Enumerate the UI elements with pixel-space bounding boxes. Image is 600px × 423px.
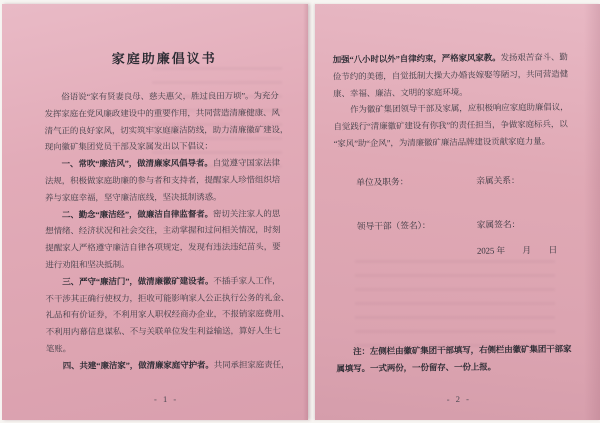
ink-bleed-through [355, 249, 555, 354]
text-line-segment: 礼品和有价证券，不利用家人职权经商办企业，不报销家庭费用、 [45, 308, 290, 320]
text-line [45, 155, 285, 173]
text-line [45, 205, 285, 223]
text-line-segment: 康、幸福、廉洁、文明的家庭环境。 [333, 86, 468, 99]
text-line-segment: 发挥家庭在党风廉政建设中的重要作用，共同营造清廉健康、风 [44, 107, 280, 119]
page-number-1: - 1 - [153, 393, 179, 405]
page-2-text-column [332, 3, 576, 405]
page-1-text-column [44, 3, 290, 405]
text-line-segment: 清气正的良好家风，切实筑牢家庭廉洁防线，助力清廉徽矿建设， [44, 123, 289, 136]
form-row-date [335, 242, 579, 259]
text-line-segment: 共同承担家庭责任， [213, 359, 290, 370]
date-line: 2025 年 月 日 [476, 244, 558, 256]
page-2-note [336, 340, 580, 377]
text-line-segment: 作为徽矿集团领导干部及家属，应积极响应家庭助廉倡议， [333, 102, 569, 115]
text-line [45, 239, 285, 257]
text-line [333, 65, 577, 85]
text-line-segment: 密切关注家人的思 [212, 207, 281, 219]
text-line-segment: 提醒家人严格遵守廉洁自律各项规定，发现有违法违纪苗头，要 [45, 241, 281, 253]
text-line-segment: 养与家庭幸福，坚守廉洁底线，坚决抵制诱惑。 [44, 191, 222, 203]
text-line-segment: 想情绪、经济状况和社会交往，主动掌握和过问相关情况，时刻 [45, 224, 281, 237]
text-line-bold-segment: 一、常吹“廉洁风”，做清廉家风倡导者。 [44, 157, 213, 169]
leader-signature-label: 领导干部（签名）： [356, 220, 431, 232]
text-line-segment: 不干涉其正确行使权力，拒收可能影响家人公正执行公务的礼金、 [45, 291, 290, 304]
page-2-body [333, 49, 578, 153]
note-line: 属填写。一式两份，一份留存、一份上报。 [336, 361, 497, 374]
text-line [45, 356, 290, 374]
unit-position-label: 单位及职务： [356, 176, 409, 188]
text-line [46, 323, 286, 341]
text-line [45, 289, 290, 307]
text-line [45, 171, 285, 189]
text-line [44, 121, 289, 139]
note-line: 注：左侧栏由徽矿集团干部填写，右侧栏由徽矿集团干部家 [336, 343, 572, 357]
text-line-segment: 不利用内幕信息谋私、不与关联单位发生利益输送，算好人生七 [45, 325, 281, 337]
text-line-segment: 发扬艰苦奋斗、勤 [500, 51, 568, 63]
text-line [45, 104, 285, 122]
document-title: 家庭助廉倡议书 [111, 50, 217, 67]
text-line [45, 272, 285, 290]
relation-label: 亲属关系： [476, 175, 520, 186]
text-line-bold-segment: 二、勤念“廉洁经”，做廉洁自律监督者。 [45, 208, 214, 220]
text-line-segment: 自觉践行“清廉徽矿建设有你我”的责任担当，争做家庭标兵，以 [333, 118, 568, 132]
text-line-segment: 笔账。 [45, 343, 72, 354]
text-line [45, 188, 285, 206]
form-row-unit [334, 172, 578, 189]
form-row-signature [335, 216, 579, 233]
page-1-body [44, 87, 290, 374]
text-line-bold-segment: 三、严守“廉洁门”，做清廉徽矿建设者。 [45, 275, 214, 287]
text-line-segment: 不插手家人工作， [213, 275, 281, 286]
text-line-segment: 自觉遵守国家法律 [212, 157, 280, 168]
text-line-segment: 俗语说“家有贤妻良母、慈夫惠父，胜过良田万顷”。为充分 [44, 90, 279, 102]
page-number-2: - 2 - [446, 393, 471, 405]
page-2 [315, 4, 600, 420]
family-signature-label: 家属签名： [476, 219, 521, 230]
page-1 [2, 4, 308, 420]
text-line-segment: 法规，积极做家庭助廉的参与者和支持者，提醒家人珍惜组织培 [44, 174, 281, 186]
text-line [45, 222, 285, 240]
text-line [334, 132, 578, 152]
text-line-segment: 进行劝阻和坚决抵制。 [45, 259, 130, 270]
text-line [46, 339, 286, 357]
text-line-segment: 现向徽矿集团党员干部及家属发出以下倡议： [44, 141, 213, 153]
text-line-segment: “家风”助“企风”，为清廉徽矿廉洁品牌建设贡献家庭力量。 [333, 135, 551, 149]
text-line-bold-segment: 加强“八小时以外”自律约束，严格家风家教。 [332, 52, 501, 65]
text-line-segment: 俭节约的美德，自觉抵制大操大办婚丧嫁娶等陋习，共同营造健 [332, 68, 569, 82]
text-line-bold-segment: 四、共建“廉洁家”，做清廉家庭守护者。 [45, 359, 214, 371]
text-line [45, 138, 285, 156]
text-line [45, 306, 290, 324]
text-line [44, 87, 284, 105]
text-line [45, 255, 285, 273]
